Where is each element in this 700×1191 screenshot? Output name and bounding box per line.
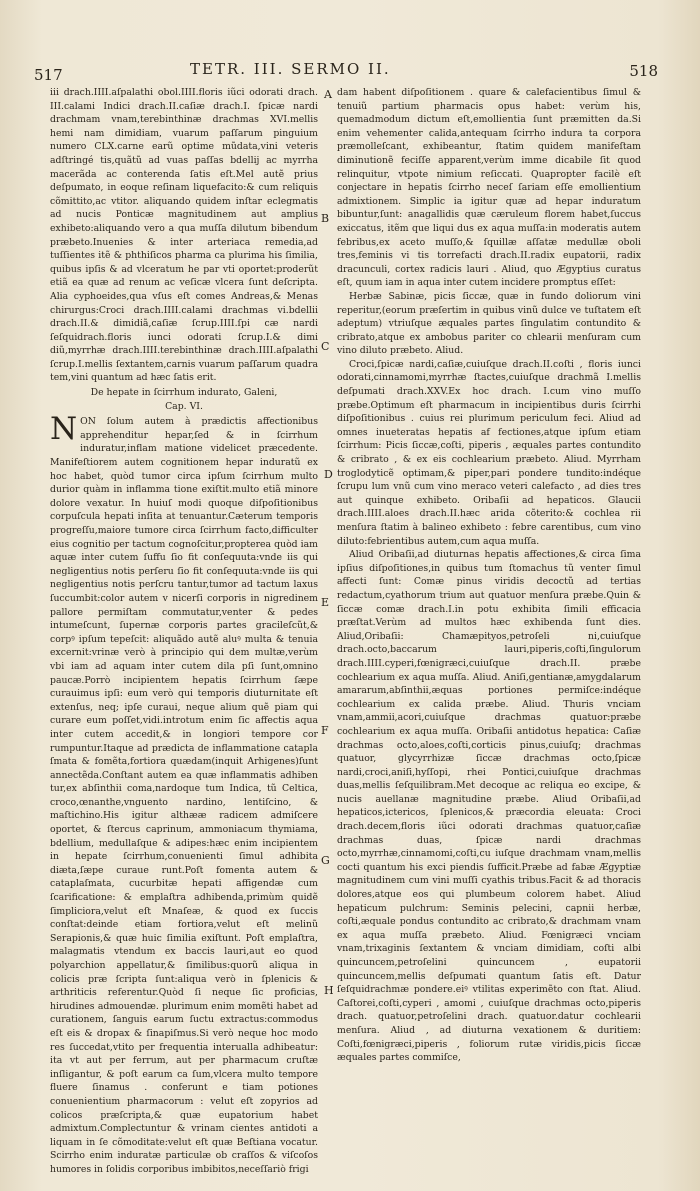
paragraph-scirrhus xyxy=(50,411,318,1176)
paragraph-oribasius-remedies: Aliud Oribaſii,ad diuturnas hepatis affectiones,& circa ſima ipſius diſpoſitiones,in quibus tum ſtomachus tũ venter ſimul affecti ſunt: Comæ pinus viridis decoctũ ad tertias redactum,cyathorum trium aut quatuor menſura præbe.Quin & ſiccæ comæ drach.I.in potu exhibita ſimili efficacia præſtat.Verùm ad multos hæc exhibenda ſunt dies. Aliud,Oribaſii: Chamæpityos,petroſeli ni,cuiuſque drach.octo,baccarum lauri,piperis,coſti,ſingulorum drach.IIII.cyperi,fœnigræci,cuiuſque drach.II. præbe cochlearium ex aqua muſſa. Aliud. Aniſi,gentianæ,amygdalarum amararum,abſinthii,æquas portiones permiſce:indéque cochlearium ex calida præbe. Aliud. Thuris vnciam vnam,ammii,acori,cuiuſque drachmas quatuor:præbe cochlearium ex aqua muſſa. Oribaſii antidotus hepatica: Caſiæ drachmas octo,aloes,coſti,corticis pinus,cuiuſq; drachmas quatuor, glycyrrhizæ ſiccæ drachmas octo,ſpicæ nardi,croci,aniſi,hyſſopi, rhei Pontici,cuiuſque drachmas duas,mellis ſeſquilibram.Met decoque ac reliqua eo excipe, & nucis auellanæ magnitudine præbe. Aliud Oribaſii,ad hepaticos,ictericos, ſplenicos,& præcordia eleuata: Croci drach.decem,floris iũci odorati drachmas quatuor,caſiæ drachmas duas, ſpicæ nardi drachmas octo,myrrhæ,cinnamomi,coſti,cu iuſque drachmam vnam,mellis cocti quantum his exci piendis ſufficit.Præbe ad fabæ Ægyptiæ magnitudinem cum vini muſſi cyathis tribus.Facit & ad thoracis dolores,atque eos qui plumbeum colorem habet. Aliud hepaticum pulchrum: Seminis pelecini, capnii herbæ, coſti,æquale pondus contundito ac cribrato,& drachmam vnam ex aqua muſſa præbeto. Aliud. Fœnigræci vnciam vnam,trixaginis ſextantem & vnciam dimidiam, coſti albi quincuncem,petroſelini quincuncem , eupatorii quincuncem,mellis deſpumati quantum ſatis eſt. Datur ſeſquidrachmæ pondere.eiꝰ vtilitas experimẽto con ſtat. Aliud. Caſtorei,coſti,cyperi , amomi , cuiuſque drachmas octo,piperis drach. quatuor,petroſelini drach. quatuor.datur cochlearii menſura. Aliud , ad diuturna vexationem & duritiem: Coſti,fœnigræci,piperis , foliorum rutæ viridis,picis ſiccæ æquales partes commiſce, xyxy=(337,549,641,1064)
chapter-label: Cap. VI. xyxy=(165,400,203,412)
section-heading: De hepate in ſcirrhum indurato, Galeni, xyxy=(90,387,278,399)
page-number-left: 517 xyxy=(34,66,63,84)
right-column xyxy=(337,86,641,1146)
page-header xyxy=(30,54,670,84)
margin-letter-e: E xyxy=(321,596,330,609)
drop-cap-initial: N xyxy=(50,411,78,448)
paragraph-recipes-continued: iii drach.IIII.aſpalathi obol.IIII.floris iũci odorati drach. III.calami Indici drach.II.caſiæ drach.I. ſpicæ nardi drachmam vnam,terebinthinæ drachmas XVI.mellis hemi nam dimidiam, vuarum paſſarum pinguium numero CLX.carne earũ optime mũdata,vini veteris adſtringé tis,quãtũ ad vuas paſſas bdellij ac myrrha macerãda ac conterenda ſatis eſt.Mel autẽ prius deſpumato, in eoque reſinam liquefacito:& cum reliquis cõmittito,ac vtitor. aliquando quidem inſtar eclegmatis ad nucis Ponticæ magnitudinem aut amplius exhibeto:aliquando vero a qua muſſa dilutum bibendum præbeto.Inuenies & inter arteriaca remedia,ad tuſſientes itẽ & phthiſicos pharma ca plurima his ſimilia, quibus ipſis & ad vlceratum he par vti oportet:proderũt etiã ea quæ ad renum ac veſicæ vlcera ſunt deſcripta. Alia cyphoeides,qua vſus eſt comes Andreas,& Menas chirurgus:Croci drach.IIII.calami drachmas vi.bdellii drach.II.& dimidiã,caſiæ ſcrup.IIII.ſpi cæ nardi ſeſquidrach.floris iunci odorati ſcrup.I.& dimi diũ,myrrhæ drach.IIII.terebinthinæ drach.IIII.aſpalathi ſcrup.I.mellis ſextantem,carnis vuarum paſſarum quadra tem,vini quantum ad hæc ſatis erit. xyxy=(50,87,318,384)
margin-letter-f: F xyxy=(321,724,329,737)
running-title: TETR. III. SERMO II. xyxy=(190,60,391,78)
margin-letter-c: C xyxy=(321,340,330,353)
page-number-right: 518 xyxy=(629,62,658,80)
paragraph-crocus-remedy: Croci,ſpicæ nardi,caſiæ,cuiuſque drach.II.coſti , floris iunci odorati,cinnamomi,myrrhæ ſtactes,cuiuſque drachmã I.mellis deſpumati drach.XXV.Ex hoc drach. I.cum vino muſſo præbe.Optimum eſt pharmacum in incipientibus duris ſcirrhi diſpoſitionibus . cuius rei plurimum periculum feci. Aliud ad omnes inueteratas hepatis af fectiones,atque ipſum etiam ſcirrhum: Picis ſiccæ,coſti, piperis , æquales partes contundito & cribrato , & ex eis cochlearium præbeto. Aliud. Myrrham troglodyticẽ optimam,& piper,pari pondere tundito:indéque ſcrupu lum vnũ cum vino meraco veteri calefacto , ad dies tres aut quinque exhibeto. Oribaſii ad hepaticos. Glaucii drach.IIII.aloes drach.II.hæc arida cõterito:& cochlea rii menſura ſtatim à balineo exhibeto : febre carentibus, cum vino diluto:febrientibus autem,cum aqua muſſa. xyxy=(337,358,641,547)
margin-letter-h: H xyxy=(324,984,334,997)
paragraph-scirrhus-text: ON ſolum autem à prædictis affectionibus apprehenditur hepar,ſed & in ſcirrhum induratur,inflam matione videlicet præcedente. Manifeſtiorem autem cognitionem hepar induratũ ex hoc habet, quòd tumor circa ipſum ſcirrhum multo durior quàm in inflamma tione exiſtit.multo etiã minore dolore vexatur. In huiuſ modi quoque diſpoſitionibus corpuſcula hepati inſita at tenuantur.Cæterum temporis progreſſu,maiore tumore circa ſcirrhum facto,difficulter eius cognitio per tactum cognoſcitur,propterea quòd iam aquæ inter cutem ſuffu ſio fit conſequuta:vnde iis qui negligentius notis perſeru ſio fit conſequuta:vnde iis qui negligentius notis perſcru tantur,tumor ad tactum laxus ſuccumbit:color autem v nicerſi corporis in nigredinem pallore permiſtam commutatur,venter & pedes intumeſcunt, ſupernæ corporis partes gracileſcũt,& corpꝰ ipſum tepeſcit: aliquãdo autẽ aluꝰ multa & tenuia excernit:vrinæ verò à principio qui dem multæ,verùm vbi iam ad aquam inter cutem dila pſi ſunt,omnino paucæ.Porrò incipientem hepatis ſcirrhum ſæpe curauimus ipſi: eum verò qui temporis diuturnitate eſt extenſus, neq; ipſe curaui, neque alium quẽ piam qui curare eum poſſet,vidi.introtum enim ſic affectis aqua inter cutem accedit,& in longiori tempore cor rumpuntur.Itaque ad prædicta de inflammatione catapla ſmata & fomẽta,fortiora quædam(inquit Arhigenes)ſunt annectẽda.Conſtant autem ea quæ inflammatis adhiben tur,ex abſinthii coma,nardoque tum Indica, tũ Celtica, croco,œnanthe,vnguento nardino, lentiſcino, & maſtichino.His igitur althææ radicem admiſcere oportet, & ſtercus caprinum, ammoniacum thymiama, bdellium, medullaſque & adipes:hæc enim incipientem in hepate ſcirrhum,conuenienti ſimul adhibita diæta,ſæpe curaue runt.Poſt fomenta autem & cataplaſmata, cucurbitæ hepati affigendæ cum ſcarificatione: & emplaſtra adhibenda,primùm quidẽ ſimpliciora,velut eſt Mnaſeæ, & quod ex ſuccis conſtat:deinde etiam fortiora,velut eſt melinũ Serapionis,& quæ huic ſimilia exiſtunt. Poſt emplaſtra, malagmatis vtendum ex baccis lauri,aut eo quod polyarchion appellatur,& ſimilibus:quorũ aliqua in colicis præ ſcripta ſunt:aliqua verò in ſplenicis & arthriticis referentur.Quòd ſi neque ſic proficias, hirudines admouendæ. plurimum enim momẽti habet ad curationem, ſanguis earum ſuctu extractus:commodus eſt eis & dropax & ſinapiſmus.Si verò neque hoc modo res ſuccedat,vtito per frequentia interualla adhibeatur: ita vt aut per ferrum, aut per pharmacum cruſtæ inſligantur, & poſt earum ca ſum,vlcera multo tempore fluere ſinamus . conferunt e tiam potiones conuenientium pharmacorum : velut eſt zopyrios ad colicos præſcripta,& quæ eupatorium habet admixtum.Complectuntur & vrinam cientes antidoti a liquam in ſe cõmoditate:velut eſt quæ Beſtiana vocatur. Scirrho enim induratæ particulæ ob craſſos & viſcoſos humores in ſolidis corporibus imbibitos,neceſſariò frigi xyxy=(50,416,318,1175)
margin-letter-a: A xyxy=(324,88,332,101)
left-column xyxy=(50,86,318,1175)
margin-letter-g: G xyxy=(321,854,330,867)
margin-letter-b: B xyxy=(321,212,330,225)
paragraph-emollients: dam habent diſpoſitionem . quare & calefacientibus ſimul & tenuiũ partium pharmacis opus habet: verùm his, quemadmodum dictum eſt,emollientia ſunt præmitten da.Si enim vehementer calida,antequam ſcirrho indura ta corpora præmolleſcant, exhibeantur, ſtatim quidem manifeſtam diminutionẽ feciſſe apparent,verùm imme dicabile ſit quod relinquitur, vtpote nimium reſiccati. Quapropter facilè eſt conjectare in hepatis ſcirrho neceſ ſariam eſſe emollientium admixtionem. Simplic ia igitur quæ ad hepar induratum bibuntur,ſunt: anagallidis quæ cæruleum florem habet,ſuccus exiccatus, itẽm que liqui dus ex aqua muſſa:in moderatis autem febribus,ex aceto muſſo,& ſquillæ aſſatæ medullæ oboli tres,feminis vi tis torrefacti drach.II.radix eupatorii, radix dracunculi, cortex radicis lauri . Aliud, quo Ægyptius curatus eſt, quum iam in aqua inter cutem incidere promptus eſſet: xyxy=(337,87,641,289)
paragraph-sabina-remedy: Herbæ Sabinæ, picis ſiccæ, quæ in fundo doliorum vini reperitur,(eorum præſertim in quibus vinũ dulce ve tuſtatem eſt adeptum) vtriuſque æquales partes ſingulatim contundito & cribrato,atque ex ambobus pariter co chlearii menſuram cum vino diluto præbeto. Aliud. xyxy=(337,290,641,357)
margin-letter-d: D xyxy=(324,468,333,481)
